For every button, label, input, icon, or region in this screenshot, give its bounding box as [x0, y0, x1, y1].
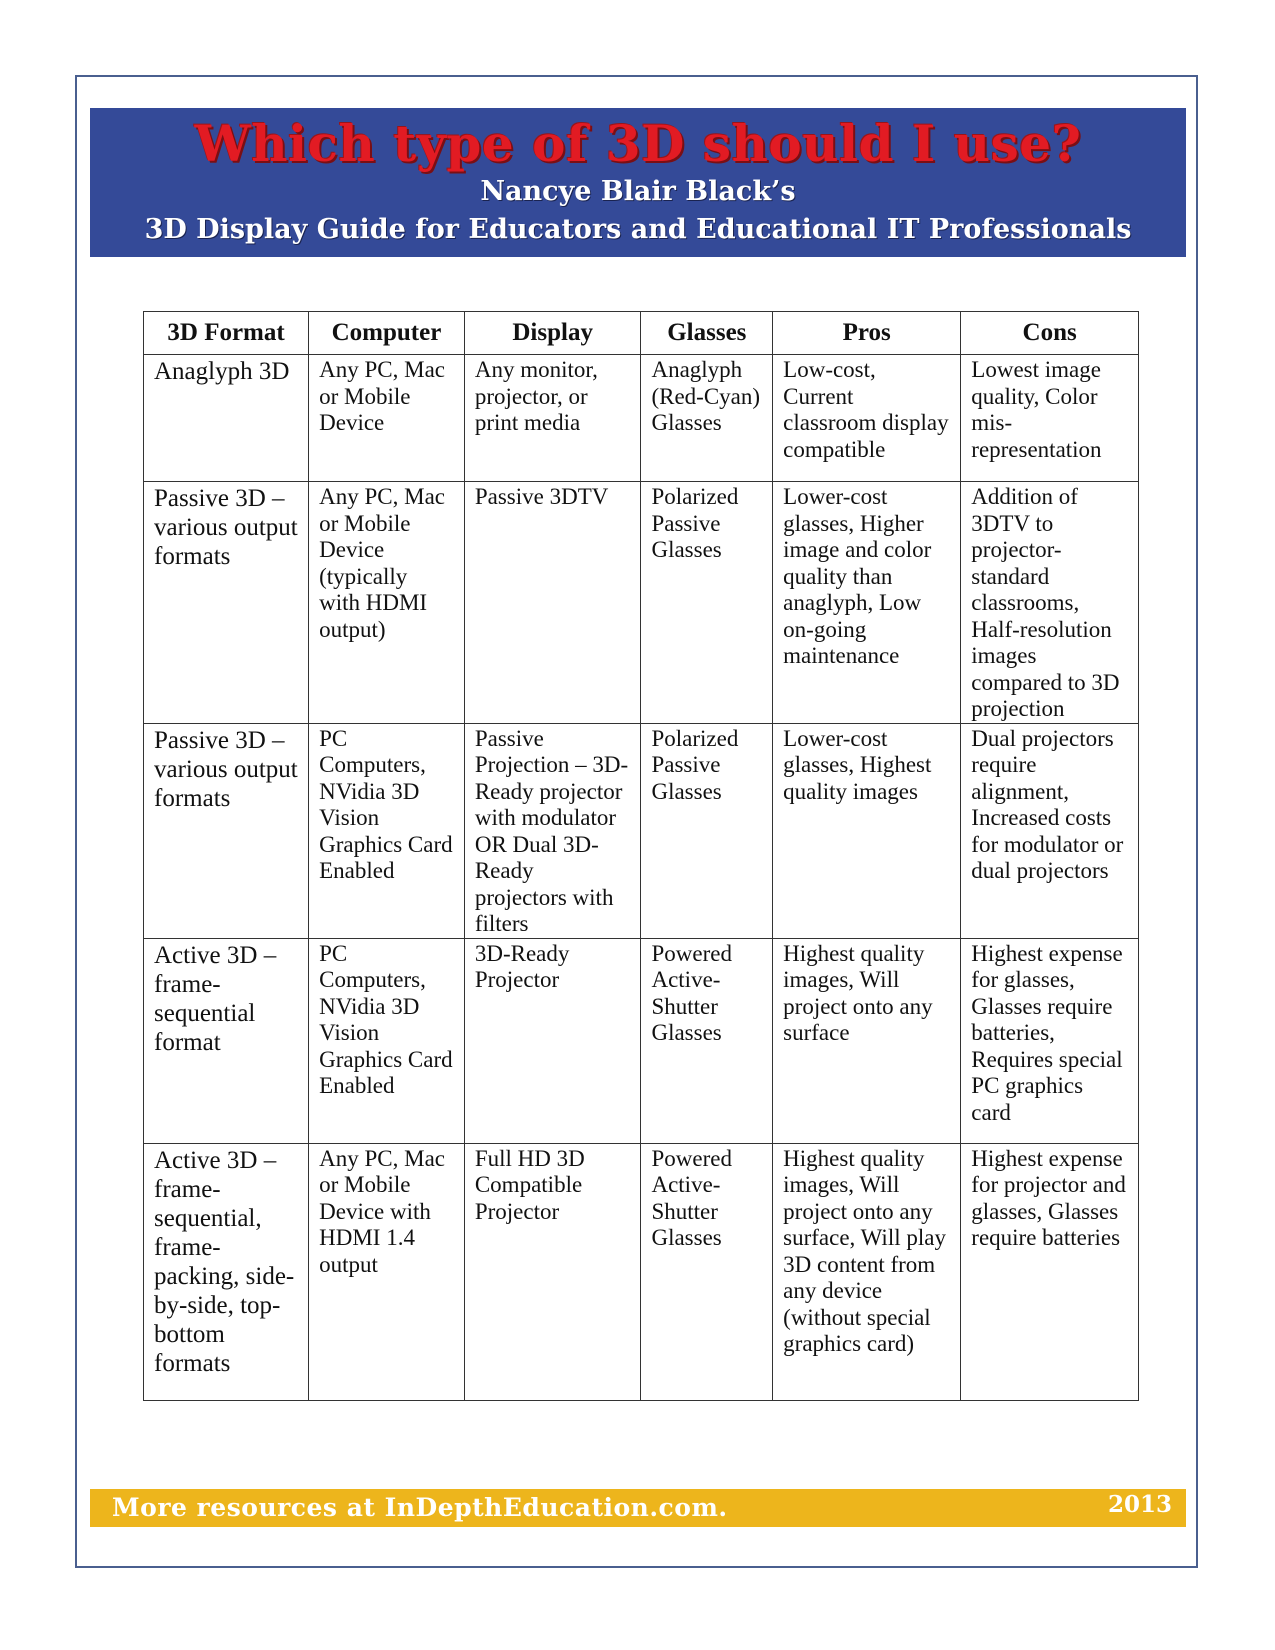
- cell-computer: PC Computers, NVidia 3D Vision Graphics Card Enabled: [309, 723, 465, 938]
- cell-display: Passive 3DTV: [464, 482, 641, 724]
- guide-subtitle: 3D Display Guide for Educators and Educational IT Professionals: [144, 214, 1132, 245]
- cell-cons: Highest expense for projector and glasses, Glasses require batteries: [961, 1143, 1139, 1400]
- cell-pros: Highest quality images, Will project onto any surface: [773, 938, 961, 1143]
- cell-format: Active 3D – frame-sequential, frame-packing, side-by-side, top-bottom formats: [144, 1143, 309, 1400]
- header-pros: Pros: [773, 312, 961, 355]
- cell-format: Active 3D – frame-sequential format: [144, 938, 309, 1143]
- header-banner: [90, 108, 1186, 257]
- table-row: [144, 1143, 1139, 1400]
- cell-format: Anaglyph 3D: [144, 355, 309, 482]
- cell-cons: Addition of 3DTV to projector-standard classrooms, Half-resolution images compared to 3D projection: [961, 482, 1139, 724]
- cell-pros: Lower-cost glasses, Highest quality images: [773, 723, 961, 938]
- table-row: [144, 355, 1139, 482]
- resources-link[interactable]: More resources at InDepthEducation.com.: [112, 1493, 728, 1522]
- cell-display: Passive Projection – 3D-Ready projector with modulator OR Dual 3D-Ready projectors with filters: [464, 723, 641, 938]
- cell-display: 3D-Ready Projector: [464, 938, 641, 1143]
- cell-computer: Any PC, Mac or Mobile Device (typically with HDMI output): [309, 482, 465, 724]
- footer-year: 2013: [1107, 1491, 1172, 1518]
- cell-format: Passive 3D – various output formats: [144, 482, 309, 724]
- cell-pros: Highest quality images, Will project onto any surface, Will play 3D content from any device (without special graphics card): [773, 1143, 961, 1400]
- footer-bar: [90, 1489, 1186, 1527]
- cell-cons: Lowest image quality, Color mis-representation: [961, 355, 1139, 482]
- cell-glasses: Powered Active-Shutter Glasses: [641, 938, 773, 1143]
- table-row: [144, 482, 1139, 724]
- header-cons: Cons: [961, 312, 1139, 355]
- header-glasses: Glasses: [641, 312, 773, 355]
- cell-glasses: Anaglyph (Red-Cyan) Glasses: [641, 355, 773, 482]
- cell-display: Full HD 3D Compatible Projector: [464, 1143, 641, 1400]
- cell-format: Passive 3D – various output formats: [144, 723, 309, 938]
- header-computer: Computer: [309, 312, 465, 355]
- table-row: [144, 938, 1139, 1143]
- cell-glasses: Polarized Passive Glasses: [641, 723, 773, 938]
- cell-glasses: Polarized Passive Glasses: [641, 482, 773, 724]
- cell-pros: Low-cost, Current classroom display compatible: [773, 355, 961, 482]
- cell-glasses: Powered Active-Shutter Glasses: [641, 1143, 773, 1400]
- cell-cons: Dual projectors require alignment, Increased costs for modulator or dual projectors: [961, 723, 1139, 938]
- cell-computer: Any PC, Mac or Mobile Device with HDMI 1.4 output: [309, 1143, 465, 1400]
- header-format: 3D Format: [144, 312, 309, 355]
- cell-display: Any monitor, projector, or print media: [464, 355, 641, 482]
- cell-pros: Lower-cost glasses, Higher image and color quality than anaglyph, Low on-going maintenance: [773, 482, 961, 724]
- page-title: Which type of 3D should I use?: [194, 114, 1082, 173]
- table-row: [144, 723, 1139, 938]
- cell-computer: Any PC, Mac or Mobile Device: [309, 355, 465, 482]
- comparison-table: [143, 311, 1139, 1401]
- table-header-row: [144, 312, 1139, 355]
- cell-computer: PC Computers, NVidia 3D Vision Graphics Card Enabled: [309, 938, 465, 1143]
- cell-cons: Highest expense for glasses, Glasses require batteries, Requires special PC graphics card: [961, 938, 1139, 1143]
- header-display: Display: [464, 312, 641, 355]
- author-line: Nancye Blair Black’s: [480, 176, 796, 207]
